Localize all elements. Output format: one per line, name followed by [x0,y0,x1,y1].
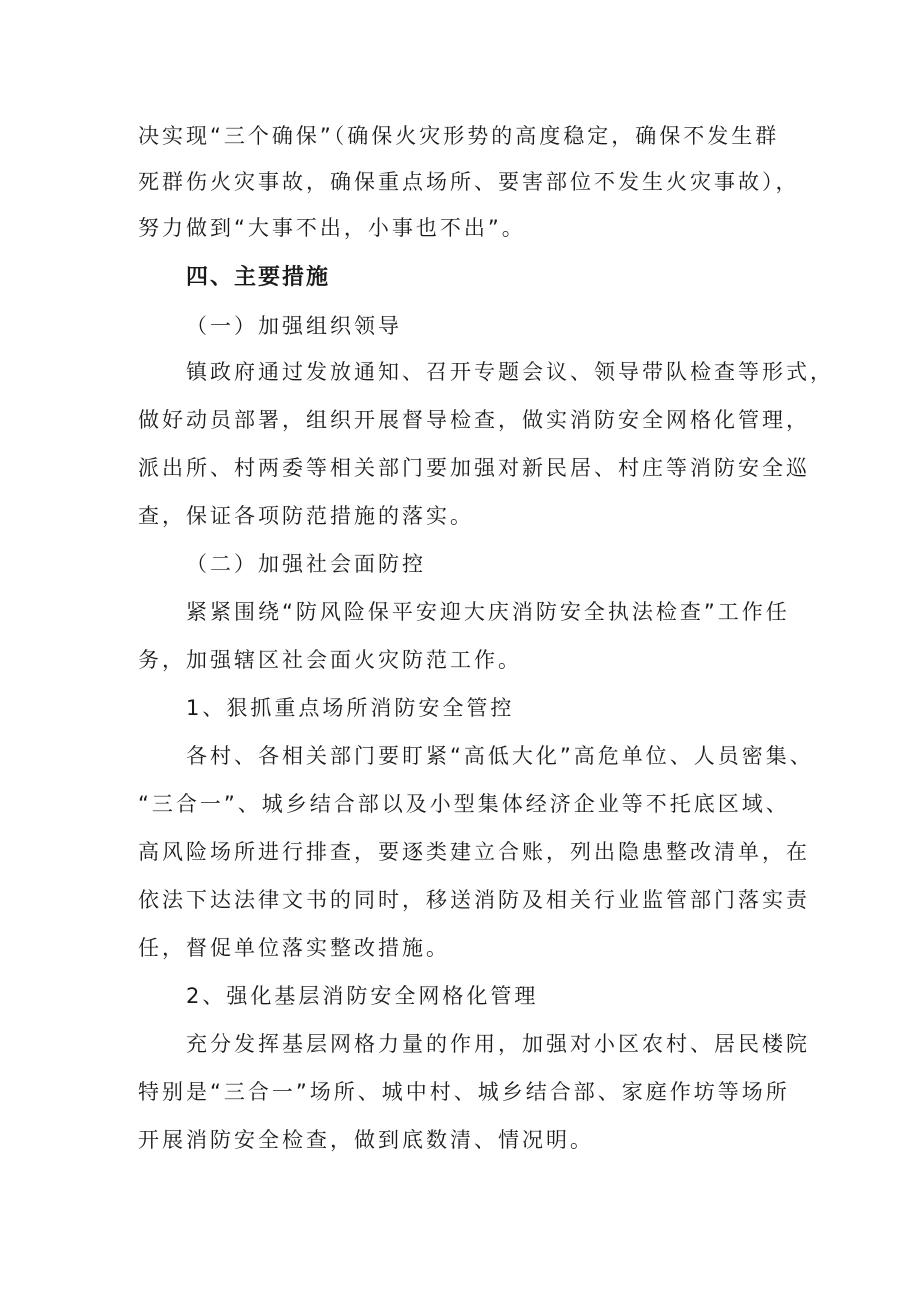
paragraph-line: 死群伤火灾事故，确保重点场所、要害部位不发生火灾事故）， [138,170,800,194]
paragraph-line: 努力做到“大事不出，小事也不出”。 [138,216,526,240]
paragraph-line: 高风险场所进行排查，要逐类建立合账，列出隐患整改清单，在 [138,840,810,864]
paragraph-line: 派出所、村两委等相关部门要加强对新民居、村庄等消防安全巡 [138,456,810,480]
paragraph-line: 紧紧围绕“防风险保平安迎大庆消防安全执法检查”工作任 [186,600,790,624]
section-heading: 四、主要措施 [186,265,331,290]
paragraph-line: 务，加强辖区社会面火灾防范工作。 [138,648,522,672]
item-heading: 2、强化基层消防安全网格化管理 [186,984,539,1008]
paragraph-line: 决实现“三个确保”（确保火灾形势的高度稳定，确保不发生群 [138,124,780,148]
paragraph-line: “三合一”、城乡结合部以及小型集体经济企业等不托底区域、 [138,792,790,816]
item-heading: 1、狠抓重点场所消防安全管控 [186,696,515,720]
subsection-heading: （一）加强组织领导 [186,314,402,338]
paragraph-line: 充分发挥基层网格力量的作用，加强对小区农村、居民楼院 [186,1032,810,1056]
subsection-heading: （二）加强社会面防控 [186,552,426,576]
paragraph-line: 依法下达法律文书的同时，移送消防及相关行业监管部门落实责 [138,888,810,912]
paragraph-line: 开展消防安全检查，做到底数清、情况明。 [138,1128,594,1152]
paragraph-line: 镇政府通过发放通知、召开专题会议、领导带队检查等形式， [186,360,834,384]
paragraph-line: 查，保证各项防范措施的落实。 [138,504,474,528]
paragraph-line: 各村、各相关部门要盯紧“高低大化”高危单位、人员密集、 [186,744,814,768]
paragraph-line: 特别是“三合一”场所、城中村、城乡结合部、家庭作坊等场所 [138,1080,790,1104]
paragraph-line: 任，督促单位落实整改措施。 [138,936,450,960]
paragraph-line: 做好动员部署，组织开展督导检查，做实消防安全网格化管理， [138,408,810,432]
